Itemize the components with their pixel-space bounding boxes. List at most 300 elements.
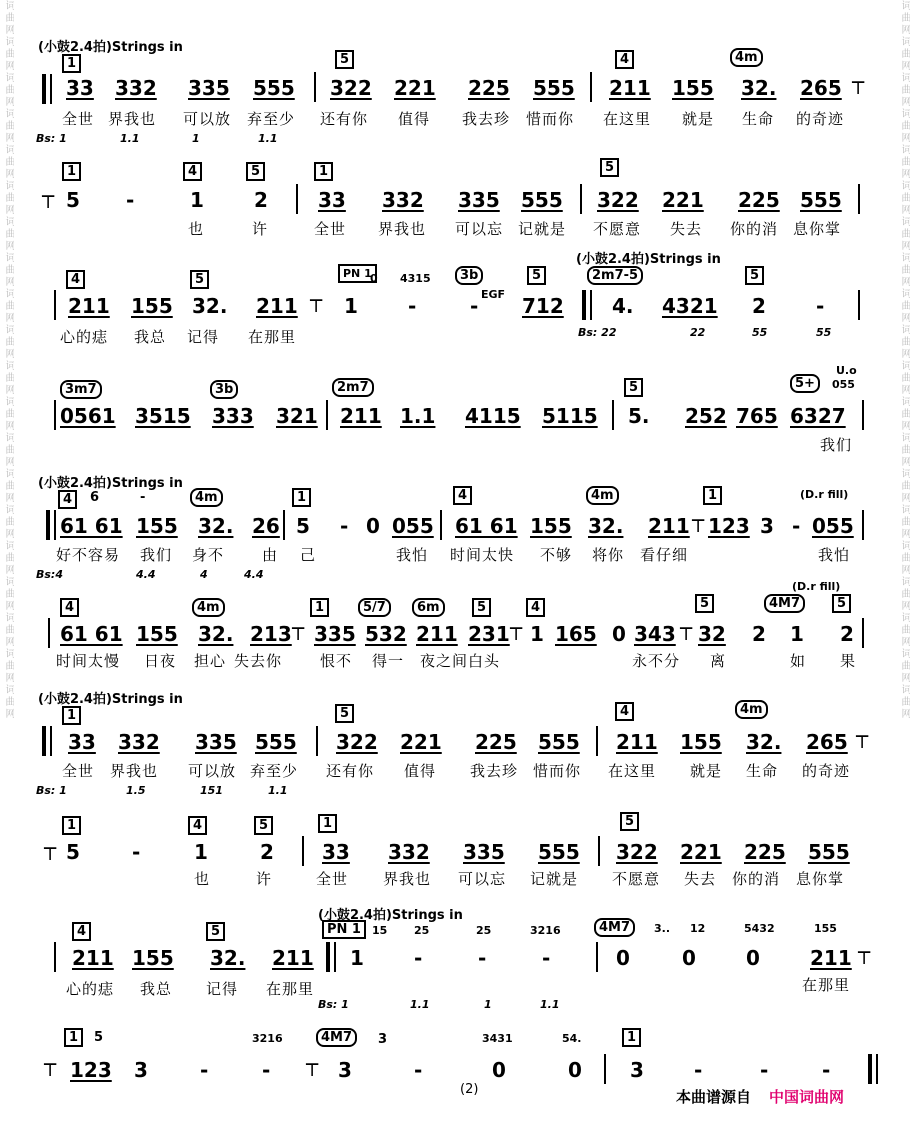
bass-line: 22: [690, 326, 706, 339]
note-group: -: [470, 294, 479, 318]
note-group: 25: [414, 924, 430, 937]
lyric: 你的消: [732, 870, 781, 888]
note-group: 0: [746, 946, 760, 970]
note-group: 155: [136, 622, 178, 646]
note-group: 3216: [530, 924, 561, 937]
lyric: 记得: [206, 980, 239, 998]
lyric: 记得: [187, 328, 220, 346]
barline: [590, 72, 592, 102]
note-group: 712: [522, 294, 564, 318]
lyric: 心的痣: [60, 328, 109, 346]
lyric: 看仔细: [640, 546, 689, 564]
note-group: 0561: [60, 404, 116, 428]
lyric: 我怕: [818, 546, 851, 564]
note-group: 3431: [482, 1032, 513, 1045]
repeat-mark: ┬: [858, 940, 871, 964]
note-group: 332: [382, 188, 424, 212]
note-group: 5432: [744, 922, 775, 935]
note-group: 252: [685, 404, 727, 428]
note-group: 555: [808, 840, 850, 864]
note-group: 213: [250, 622, 292, 646]
repeat-mark: ┬: [310, 288, 323, 312]
repeat-mark: ┬: [692, 508, 705, 532]
note-group: -: [132, 840, 141, 864]
note-group: 211: [340, 404, 382, 428]
note-group: 5: [296, 514, 310, 538]
score-row-3: [0, 248, 910, 348]
score-row-8: [0, 806, 910, 896]
repeat-mark: ┬: [510, 616, 523, 640]
note-group: EGF: [481, 288, 506, 301]
lyric: 你的消: [730, 220, 779, 238]
note-group: 3: [760, 514, 774, 538]
note-group: 321: [276, 404, 318, 428]
score-row-9: [0, 900, 910, 1020]
note-group: 3: [378, 1032, 388, 1047]
note-group: 225: [738, 188, 780, 212]
note-group: 265: [806, 730, 848, 754]
section-header: (小鼓2.4拍)Strings in: [38, 40, 183, 55]
lyric: 惜而你: [526, 110, 575, 128]
note-group: -: [816, 294, 825, 318]
note-group: 555: [538, 840, 580, 864]
note-group: 33: [68, 730, 96, 754]
bass-line: 55: [752, 326, 768, 339]
barline: [596, 726, 598, 756]
chord-mark: 5: [695, 594, 714, 613]
note-group: 2: [752, 294, 766, 318]
lyric: 弃至少: [247, 110, 296, 128]
note-group: 0: [568, 1058, 582, 1082]
note-group: 4321: [662, 294, 718, 318]
note-group: 555: [533, 76, 575, 100]
double-barline: [46, 510, 56, 540]
note-group: 155: [814, 922, 837, 935]
note-group: -: [414, 1058, 423, 1082]
barline: [314, 72, 316, 102]
lyric: 生命: [746, 762, 779, 780]
note-group: 211: [272, 946, 314, 970]
chord-mark: 4: [66, 270, 85, 289]
repeat-mark: ┬: [42, 184, 55, 208]
lyric: 我去珍: [470, 762, 519, 780]
note-group: 335: [195, 730, 237, 754]
note-group: 211: [68, 294, 110, 318]
note-group: 32.: [588, 514, 624, 538]
lyric: 还有你: [320, 110, 369, 128]
watermark-right: 词曲网词曲网词曲网词曲网词曲网词曲网词曲网词曲网词曲网词曲网词曲网词曲网词曲网词曲网词曲网词曲网词曲网词曲网词曲网词曲网: [899, 0, 910, 720]
score-row-7: [0, 684, 910, 804]
note-group: U.o: [836, 364, 857, 377]
note-group: -: [126, 188, 135, 212]
lyric: 失去: [684, 870, 717, 888]
chord-mark: 4: [188, 816, 207, 835]
barline: [54, 942, 56, 972]
lyric: 由: [262, 546, 279, 564]
bass-line: Bs: 1: [36, 784, 67, 797]
chord-mark: 1: [62, 816, 81, 835]
note-group: 322: [616, 840, 658, 864]
chord-mark: 5: [620, 812, 639, 831]
chord-mark: 6m: [412, 598, 445, 617]
note-group: -: [414, 946, 423, 970]
lyric: 在这里: [608, 762, 657, 780]
bass-line: Bs: 1: [36, 132, 67, 145]
note-group: -: [340, 514, 349, 538]
bass-line: 4.4: [136, 568, 156, 581]
note-group: 335: [188, 76, 230, 100]
note-group: -: [822, 1058, 831, 1082]
note-group: 32.: [746, 730, 782, 754]
barline: [612, 400, 614, 430]
repeat-mark: ┬: [292, 616, 305, 640]
note-group: 0: [370, 272, 378, 285]
note-group: -: [262, 1058, 271, 1082]
note-group: 3216: [252, 1032, 283, 1045]
note-group: 265: [800, 76, 842, 100]
note-group: 165: [555, 622, 597, 646]
barline: [302, 836, 304, 866]
note-group: 0: [682, 946, 696, 970]
note-group: 1: [530, 622, 544, 646]
note-group: 3: [630, 1058, 644, 1082]
note-group: 555: [255, 730, 297, 754]
chord-mark: 4: [615, 702, 634, 721]
lyric: 全世: [62, 110, 95, 128]
note-group: 33: [318, 188, 346, 212]
note-group: 3..: [654, 922, 671, 935]
chord-mark: 4m: [735, 700, 768, 719]
note-group: 335: [314, 622, 356, 646]
lyric: 值得: [404, 762, 437, 780]
chord-mark: 4: [72, 922, 91, 941]
lyric: 夜之间白头: [420, 652, 501, 670]
note-group: 335: [458, 188, 500, 212]
score-row-4: [0, 360, 910, 460]
note-group: 0: [612, 622, 626, 646]
lyric: 好不容易: [56, 546, 121, 564]
note-group: 3: [338, 1058, 352, 1082]
note-group: 1: [350, 946, 364, 970]
score-row-10: [0, 1024, 910, 1084]
barline: [596, 942, 598, 972]
lyric: 果: [840, 652, 857, 670]
chord-mark: 4M7: [594, 918, 635, 937]
lyric: 生命: [742, 110, 775, 128]
note-group: 15: [372, 924, 388, 937]
note-group: 322: [597, 188, 639, 212]
bass-line: 1: [192, 132, 200, 145]
chord-mark: 4M7: [764, 594, 805, 613]
note-group: 155: [136, 514, 178, 538]
chord-mark: 3m7: [60, 380, 102, 399]
chord-mark: 4: [60, 598, 79, 617]
note-group: 32.: [192, 294, 228, 318]
chord-mark: 1: [314, 162, 333, 181]
note-group: 32.: [210, 946, 246, 970]
note-group: 32.: [198, 622, 234, 646]
chord-mark: 5: [832, 594, 851, 613]
lyric: 就是: [690, 762, 723, 780]
lyric: 全世: [316, 870, 349, 888]
chord-mark: 5: [254, 816, 273, 835]
chord-mark: 1: [64, 1028, 83, 1047]
chord-mark: 1: [703, 486, 722, 505]
watermark-left: 词曲网词曲网词曲网词曲网词曲网词曲网词曲网词曲网词曲网词曲网词曲网词曲网词曲网词曲网词曲网词曲网词曲网词曲网词曲网词曲网: [3, 0, 14, 720]
note-group: 211: [72, 946, 114, 970]
note-group: -: [200, 1058, 209, 1082]
lyric: 我去珍: [462, 110, 511, 128]
bass-line: 151: [200, 784, 223, 797]
note-group: -: [694, 1058, 703, 1082]
bass-line: Bs:4: [36, 568, 63, 581]
bass-line: 4: [200, 568, 208, 581]
source-site-link[interactable]: 中国词曲网: [769, 1088, 845, 1106]
chord-mark: 5/7: [358, 598, 391, 617]
lyric: 全世: [62, 762, 95, 780]
score-row-5: [0, 468, 910, 586]
note-group: 61 61: [60, 622, 123, 646]
lyric: 记就是: [530, 870, 579, 888]
lyric: 如: [790, 652, 807, 670]
lyric: 永不分: [632, 652, 681, 670]
chord-mark: 4: [615, 50, 634, 69]
barline: [54, 290, 56, 320]
lyric: 可以忘: [458, 870, 507, 888]
chord-mark: 2m7: [332, 378, 374, 397]
note-group: 332: [118, 730, 160, 754]
bass-line: 1.1: [540, 998, 560, 1011]
drum-fill-label: (D.r fill): [792, 580, 841, 593]
note-group: 055: [832, 378, 855, 391]
barline: [862, 618, 864, 648]
chord-mark: 5: [335, 704, 354, 723]
score-row-6: [0, 580, 910, 680]
note-group: 155: [672, 76, 714, 100]
barline: [598, 836, 600, 866]
note-group: 211: [648, 514, 690, 538]
lyric: 许: [252, 220, 269, 238]
lyric: 就是: [682, 110, 715, 128]
lyric: 界我也: [378, 220, 427, 238]
chord-mark: 5: [190, 270, 209, 289]
note-group: 2: [260, 840, 274, 864]
note-group: 225: [468, 76, 510, 100]
note-group: 221: [680, 840, 722, 864]
double-barline: [582, 290, 592, 320]
note-group: 4315: [400, 272, 431, 285]
lyric: 息你掌: [796, 870, 845, 888]
chord-mark: 4m: [730, 48, 763, 67]
note-group: 25: [476, 924, 492, 937]
note-group: 211: [616, 730, 658, 754]
note-group: 123: [708, 514, 750, 538]
lyric: 离: [710, 652, 727, 670]
note-group: 3: [134, 1058, 148, 1082]
lyric: 失去你: [234, 652, 283, 670]
lyric: 不愿意: [612, 870, 661, 888]
bass-line: 1.5: [126, 784, 146, 797]
lyric: 我总: [140, 980, 173, 998]
note-group: 332: [115, 76, 157, 100]
lyric: 全世: [314, 220, 347, 238]
barline: [440, 510, 442, 540]
lyric: 在这里: [603, 110, 652, 128]
score-row-1: [0, 32, 910, 147]
barline: [296, 184, 298, 214]
note-group: 231: [468, 622, 510, 646]
lyric: 在那里: [248, 328, 297, 346]
lyric: 可以放: [183, 110, 232, 128]
barline: [283, 510, 285, 540]
note-group: 5115: [542, 404, 598, 428]
barline: [858, 290, 860, 320]
note-group: 1: [190, 188, 204, 212]
note-group: 155: [530, 514, 572, 538]
note-group: 211: [609, 76, 651, 100]
chord-mark: 1: [318, 814, 337, 833]
note-group: -: [760, 1058, 769, 1082]
score-row-2: [0, 152, 910, 242]
barline: [326, 400, 328, 430]
note-group: 211: [810, 946, 852, 970]
barline: [580, 184, 582, 214]
chord-mark: 5: [206, 922, 225, 941]
repeat-mark: ┬: [852, 70, 865, 94]
barline: [48, 618, 50, 648]
note-group: 2: [840, 622, 854, 646]
note-group: 0: [616, 946, 630, 970]
note-group: 055: [812, 514, 854, 538]
lyric: 的奇迹: [802, 762, 851, 780]
chord-mark: 1: [62, 54, 81, 73]
section-header: (小鼓2.4拍)Strings in: [38, 692, 183, 707]
bass-line: 1.1: [120, 132, 140, 145]
chord-mark: 5: [624, 378, 643, 397]
lyric: 界我也: [383, 870, 432, 888]
lyric: 弃至少: [250, 762, 299, 780]
barline: [316, 726, 318, 756]
chord-mark: 5: [472, 598, 491, 617]
note-group: 322: [336, 730, 378, 754]
lyric: 我总: [134, 328, 167, 346]
note-group: 155: [680, 730, 722, 754]
lyric: 在那里: [802, 976, 851, 994]
lyric: 还有你: [326, 762, 375, 780]
note-group: 123: [70, 1058, 112, 1082]
note-group: 54.: [562, 1032, 582, 1045]
lyric: 日夜: [144, 652, 177, 670]
note-group: 2: [752, 622, 766, 646]
note-group: 221: [394, 76, 436, 100]
lyric: 担心: [194, 652, 227, 670]
lyric: 在那里: [266, 980, 315, 998]
section-header: (小鼓2.4拍)Strings in: [38, 476, 183, 491]
note-group: 532: [365, 622, 407, 646]
note-group: 2: [254, 188, 268, 212]
note-group: 555: [800, 188, 842, 212]
note-group: 0: [492, 1058, 506, 1082]
chord-mark: 1: [62, 162, 81, 181]
lyric: 时间太慢: [56, 652, 121, 670]
double-barline: [326, 942, 336, 972]
lyric: 时间太快: [450, 546, 515, 564]
lyric: 不够: [540, 546, 573, 564]
barline: [604, 1054, 606, 1084]
lyric: 惜而你: [533, 762, 582, 780]
note-group: 5: [66, 188, 80, 212]
note-group: 1: [194, 840, 208, 864]
chord-mark: 4: [58, 490, 77, 509]
note-group: 1: [344, 294, 358, 318]
lyric: 失去: [670, 220, 703, 238]
bass-line: 1.1: [258, 132, 278, 145]
bass-line: Bs: 22: [578, 326, 617, 339]
chord-mark: 1: [310, 598, 329, 617]
lyric: 可以忘: [455, 220, 504, 238]
chord-mark: 5+: [790, 374, 820, 393]
lyric: 的奇迹: [796, 110, 845, 128]
note-group: 6327: [790, 404, 846, 428]
lyric: 许: [256, 870, 273, 888]
note-group: 5.: [628, 404, 650, 428]
note-group: 6: [90, 490, 100, 505]
note-group: 155: [132, 946, 174, 970]
lyric: 界我也: [108, 110, 157, 128]
lyric: 我们: [140, 546, 173, 564]
note-group: -: [478, 946, 487, 970]
repeat-mark: ┬: [680, 616, 693, 640]
chord-mark: 5: [246, 162, 265, 181]
source-text: 本曲谱源自: [676, 1088, 752, 1106]
lyric: 界我也: [110, 762, 159, 780]
bass-line: 55: [816, 326, 832, 339]
chord-mark: 4: [183, 162, 202, 181]
chord-mark: 5: [745, 266, 764, 285]
note-group: -: [542, 946, 551, 970]
lyric: 我怕: [396, 546, 429, 564]
note-group: 5: [66, 840, 80, 864]
chord-mark: 3b: [210, 380, 238, 399]
note-group: 343: [634, 622, 676, 646]
chord-mark: 3b: [455, 266, 483, 285]
note-group: 1.1: [400, 404, 436, 428]
lyric: 记就是: [518, 220, 567, 238]
chord-mark: PN 1: [338, 264, 377, 283]
chord-mark: 4m: [586, 486, 619, 505]
note-group: 221: [662, 188, 704, 212]
lyric: 恨不: [320, 652, 353, 670]
chord-mark: 4: [453, 486, 472, 505]
note-group: 335: [463, 840, 505, 864]
chord-mark: 5: [335, 50, 354, 69]
lyric: 我们: [820, 436, 853, 454]
note-group: 32.: [741, 76, 777, 100]
section-header: (小鼓2.4拍)Strings in: [576, 252, 721, 267]
chord-mark: 1: [292, 488, 311, 507]
bass-line: 1.1: [410, 998, 430, 1011]
lyric: 不愿意: [593, 220, 642, 238]
section-header: (小鼓2.4拍)Strings in: [318, 908, 463, 923]
page-number: (2): [460, 1082, 479, 1097]
repeat-mark: ┬: [44, 836, 57, 860]
note-group: 211: [416, 622, 458, 646]
note-group: 4.: [612, 294, 634, 318]
note-group: 33: [322, 840, 350, 864]
lyric: 也: [188, 220, 205, 238]
bass-line: 1: [484, 998, 492, 1011]
lyric: 息你掌: [793, 220, 842, 238]
